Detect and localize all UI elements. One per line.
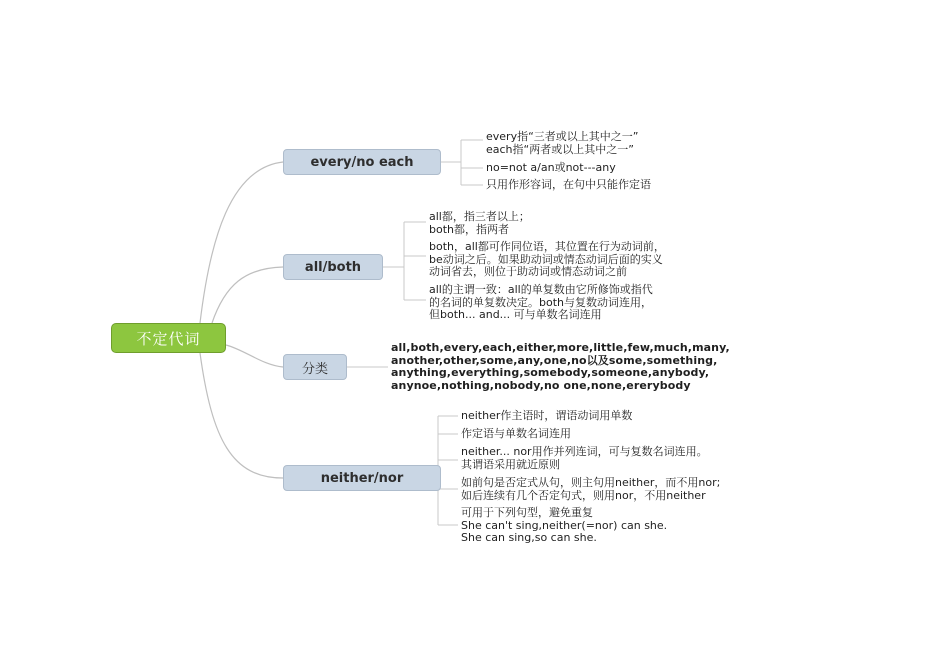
topic-all-both[interactable]: all/both [283, 254, 383, 280]
branch-line-all [212, 267, 283, 323]
branch-line-cls [226, 345, 283, 367]
leaf-attributive-use[interactable]: 作定语与单数名词连用 [461, 427, 571, 440]
topic-neither-nor[interactable]: neither/nor [283, 465, 441, 491]
leaf-neither-subject[interactable]: neither作主语时，谓语动词用单数 [461, 409, 633, 422]
leaf-no-equals[interactable]: no=not a/an或not---any [486, 161, 616, 174]
leaf-every-each-meaning[interactable]: every指“三者或以上其中之一” each指“两者或以上其中之一” [486, 130, 639, 156]
topic-classification[interactable]: 分类 [283, 354, 347, 380]
bracket-all [383, 222, 426, 300]
branch-line-every [200, 162, 283, 323]
leaf-sentence-patterns[interactable]: 可用于下列句型，避免重复 She can't sing,neither(=nor) can she. She can sing,so can she. [461, 506, 668, 544]
leaf-all-both-meaning[interactable]: all都，指三者以上； both都，指两者 [429, 210, 530, 236]
central-topic-node[interactable]: 不定代词 [111, 323, 226, 353]
leaf-subject-verb-agreement[interactable]: all的主谓一致：all的单复数由它所修饰或指代 的名词的单复数决定。both与复数动词连用， 但both... and... 可与单数名词连用 [429, 283, 653, 321]
branch-line-neither [200, 353, 283, 478]
leaf-adjective-only[interactable]: 只用作形容词，在句中只能作定语 [486, 178, 651, 191]
topic-every-no-each[interactable]: every/no each [283, 149, 441, 175]
leaf-negative-clause-rule[interactable]: 如前句是否定式从句，则主句用neither，而不用nor; 如后连续有几个否定句式，则用nor，不用neither [461, 476, 721, 502]
leaf-appositive-position[interactable]: both，all都可作同位语，其位置在行为动词前， be动词之后。如果助动词或情态动词后面的实义 动词省去，则位于助动词或情态动词之前 [429, 240, 665, 278]
bracket-every [441, 140, 483, 185]
leaf-neither-nor-conjunction[interactable]: neither... nor用作并列连词，可与复数名词连用。 其谓语采用就近原则 [461, 445, 708, 471]
bracket-neither [438, 416, 458, 525]
leaf-classification-list[interactable]: all,both,every,each,either,more,little,few,much,many, another,other,some,any,one,no以及some,something, anything,everything,somebody,someone,anybody, anynoe,nothing,nobody,no one,none,ererybody [391, 341, 730, 392]
